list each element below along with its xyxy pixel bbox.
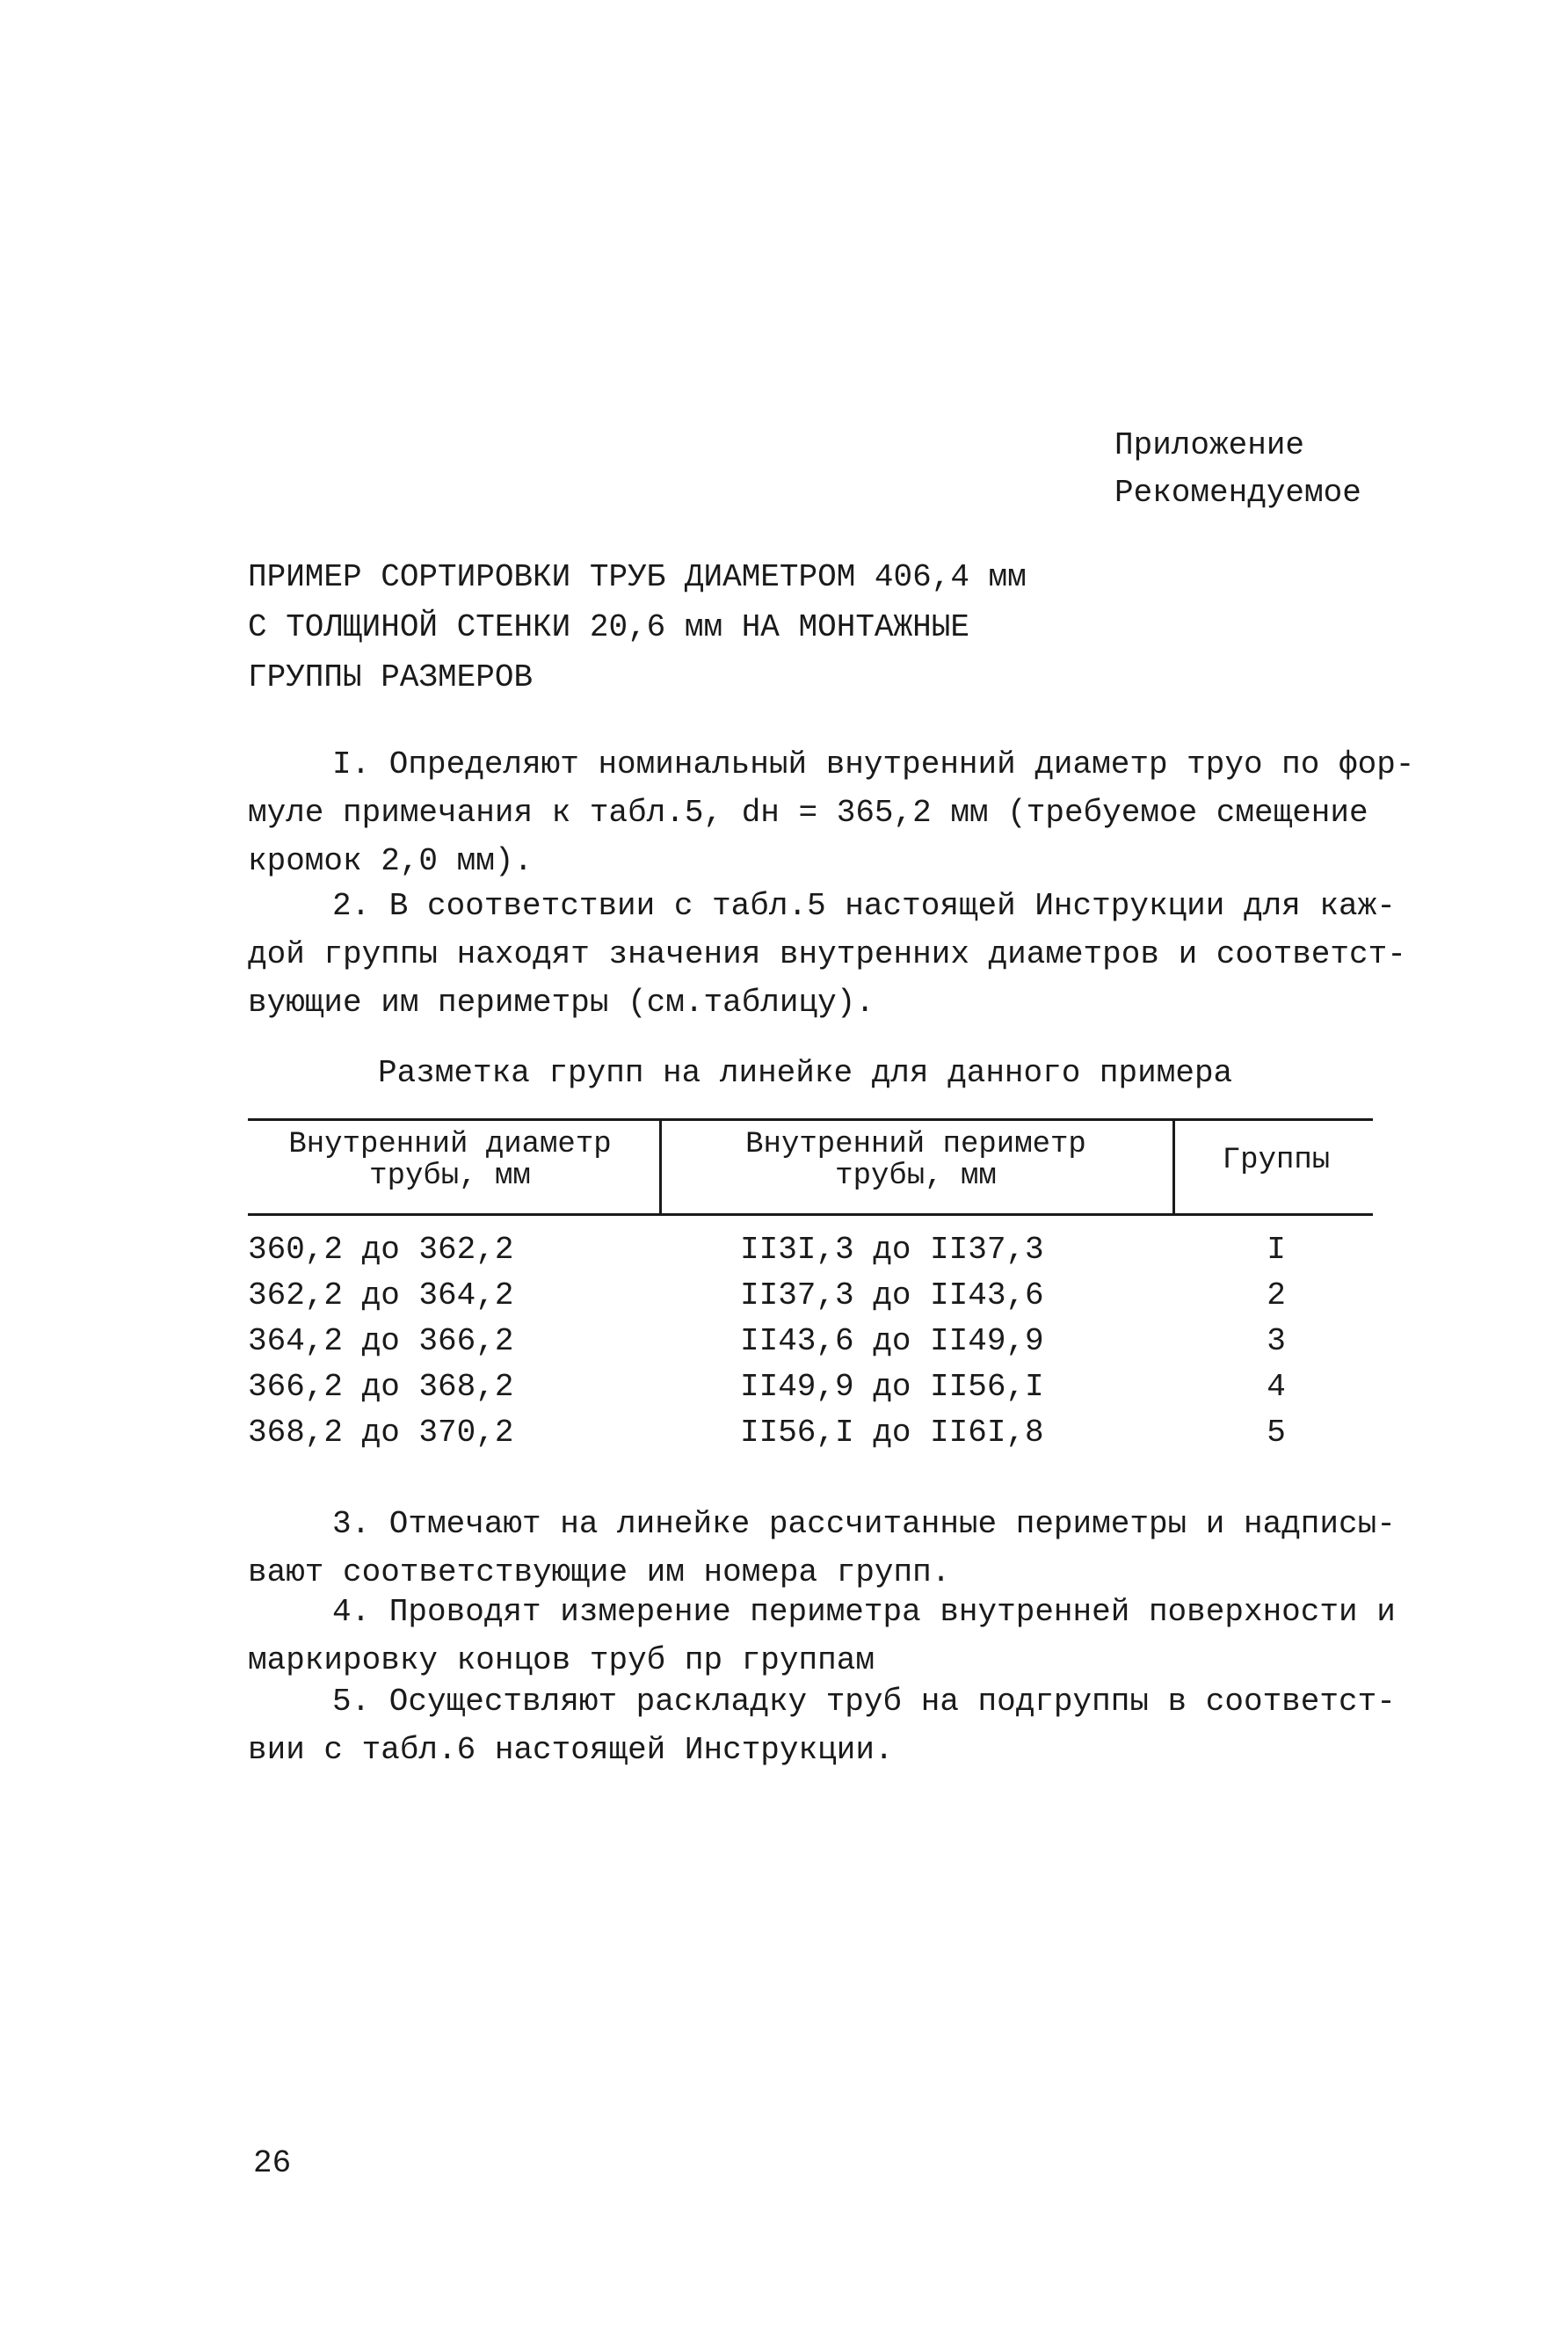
row-diameter: 368,2 до 370,2 — [248, 1415, 514, 1451]
paragraph-3-line-2: вают соответствующие им номера групп. — [248, 1554, 951, 1590]
paragraph-4-line-1: 4. Проводят измерение периметра внутренней поверхности и — [332, 1594, 1396, 1630]
table-row — [248, 1319, 1373, 1364]
row-perimeter: II37,3 до II43,6 — [740, 1277, 1044, 1313]
paragraph-5 — [248, 1677, 1396, 1774]
paragraph-1-line-1: I. Определяют номинальный внутренний диаметр труо по фор- — [332, 746, 1415, 782]
paragraph-2-line-1: 2. В соответствии с табл.5 настоящей Инструкции для каж- — [332, 888, 1396, 924]
title-line-1: ПРИМЕР СОРТИРОВКИ ТРУБ ДИАМЕТРОМ 406,4 мм — [248, 559, 1027, 595]
document-title — [248, 552, 1027, 702]
row-diameter: 366,2 до 368,2 — [248, 1369, 514, 1405]
appendix-line-2: Рекомендуемое — [1114, 475, 1361, 511]
row-group: 3 — [1267, 1323, 1286, 1359]
table-header-rule — [248, 1213, 1373, 1216]
table-row — [248, 1364, 1373, 1410]
paragraph-2 — [248, 882, 1406, 1027]
paragraph-1 — [248, 740, 1415, 885]
row-group: 4 — [1267, 1369, 1286, 1405]
header-groups: Группы — [1222, 1144, 1331, 1177]
title-line-2: С ТОЛЩИНОЙ СТЕНКИ 20,6 мм НА МОНТАЖНЫЕ — [248, 609, 969, 645]
paragraph-2-line-2: дой группы находят значения внутренних диаметров и соответст- — [248, 936, 1406, 972]
header-inner-diameter-line-2: трубы, мм — [369, 1160, 531, 1193]
header-inner-perimeter — [670, 1129, 1162, 1192]
paragraph-5-line-1: 5. Осуществляют раскладку труб на подгруппы в соответст- — [332, 1684, 1396, 1720]
paragraph-3-line-1: 3. Отмечают на линейке рассчитанные периметры и надписы- — [332, 1506, 1396, 1542]
paragraph-1-line-2: муле примечания к табл.5, dн = 365,2 мм (требуемое смещение — [248, 795, 1368, 831]
row-group: 2 — [1267, 1277, 1286, 1313]
table-row — [248, 1273, 1373, 1319]
table-row — [248, 1227, 1373, 1273]
row-diameter: 364,2 до 366,2 — [248, 1323, 514, 1359]
row-group: I — [1267, 1232, 1286, 1268]
table-col-divider-2 — [1172, 1118, 1175, 1216]
row-group: 5 — [1267, 1415, 1286, 1451]
paragraph-5-line-2: вии с табл.6 настоящей Инструкции. — [248, 1732, 894, 1768]
table-top-rule — [248, 1118, 1373, 1121]
header-inner-perimeter-line-1: Внутренний периметр — [745, 1128, 1086, 1161]
table-col-divider-1 — [659, 1118, 662, 1216]
paragraph-1-line-3: кромок 2,0 мм). — [248, 843, 534, 879]
paragraph-4-line-2: маркировку концов труб пр группам — [248, 1642, 875, 1678]
table-caption: Разметка групп на линейке для данного примера — [378, 1055, 1233, 1091]
paragraph-4 — [248, 1588, 1396, 1684]
table-row — [248, 1410, 1373, 1456]
page-number: 26 — [253, 2145, 292, 2181]
header-inner-perimeter-line-2: трубы, мм — [835, 1160, 997, 1193]
row-diameter: 362,2 до 364,2 — [248, 1277, 514, 1313]
row-perimeter: II3I,3 до II37,3 — [740, 1232, 1044, 1268]
row-diameter: 360,2 до 362,2 — [248, 1232, 514, 1268]
row-perimeter: II56,I до II6I,8 — [740, 1415, 1044, 1451]
appendix-line-1: Приложение — [1114, 427, 1305, 463]
paragraph-2-line-3: вующие им периметры (см.таблицу). — [248, 985, 875, 1021]
header-inner-diameter — [248, 1129, 652, 1192]
header-inner-diameter-line-1: Внутренний диаметр — [288, 1128, 612, 1161]
row-perimeter: II43,6 до II49,9 — [740, 1323, 1044, 1359]
row-perimeter: II49,9 до II56,I — [740, 1369, 1044, 1405]
title-line-3: ГРУППЫ РАЗМЕРОВ — [248, 659, 534, 695]
paragraph-3 — [248, 1500, 1396, 1597]
appendix-label — [1114, 422, 1361, 517]
